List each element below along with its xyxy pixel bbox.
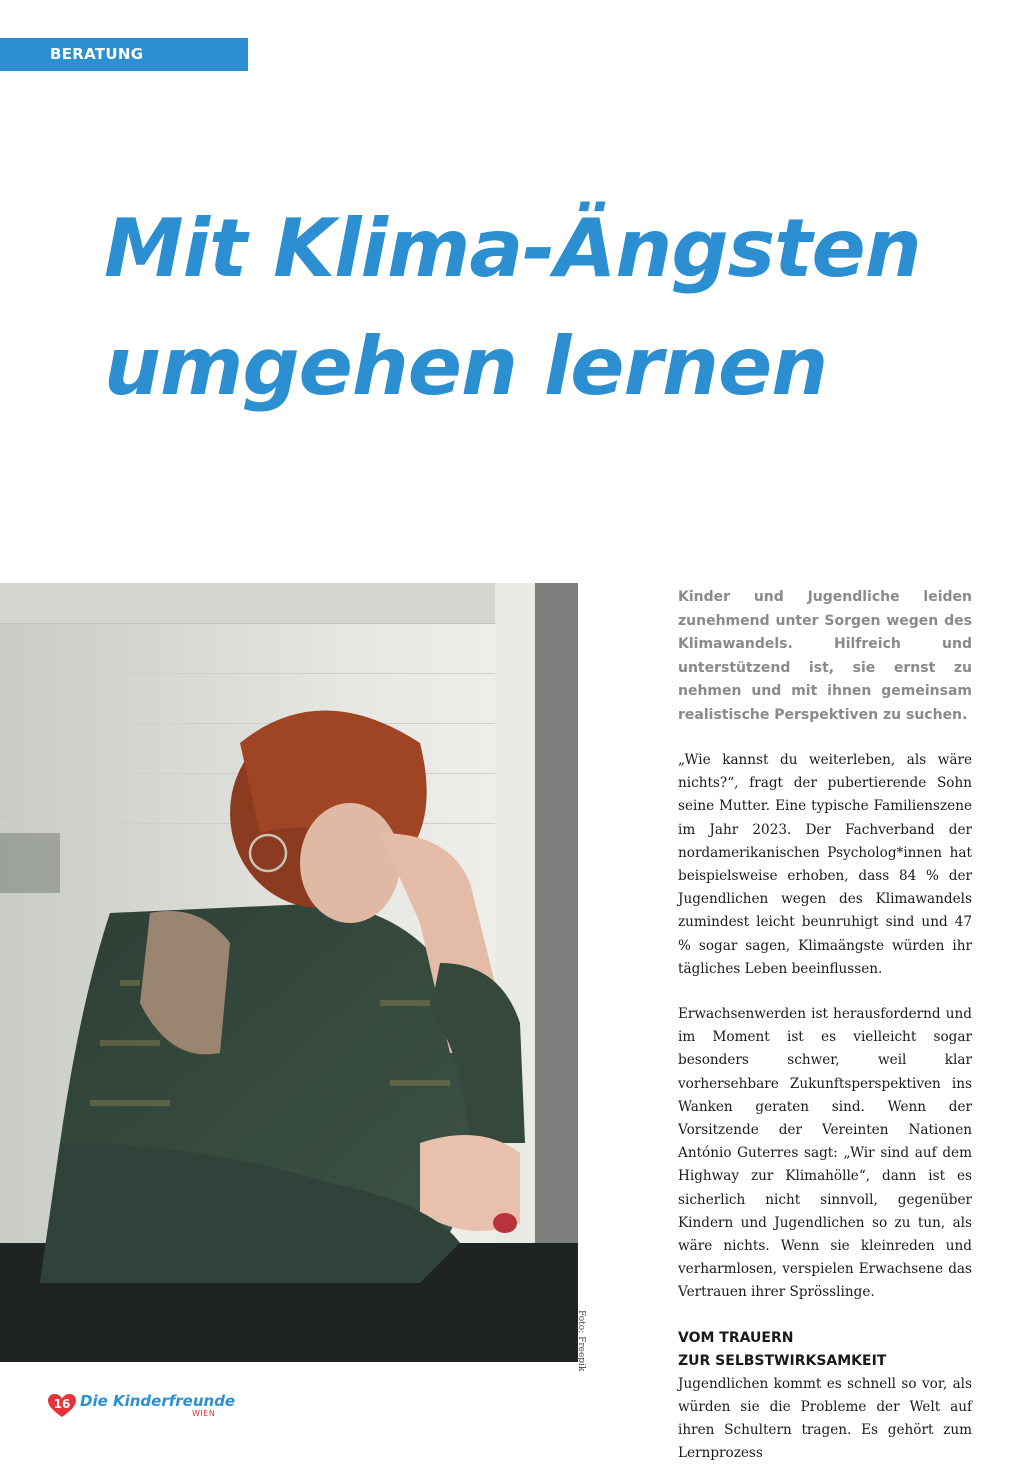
photo-illustration (0, 583, 578, 1362)
headline-line-2: umgehen lernen (104, 320, 828, 413)
paragraph-1: „Wie kannst du weiterleben, als wäre nichts?“, fragt der pubertierende Sohn seine Mutter. Eine typische Familienszene im Jahr 2023. Der Fachverband der nordamerikanischen Psycholog*innen hat beispielsweise erhoben, dass 84 % der Jugendlichen wegen des Klimawandels zumindest leicht beunruhigt sind und 47 % sogar sagen, Klimaängste würden ihr tägliches Leben beeinflussen. (678, 752, 972, 977)
page-footer (48, 1392, 250, 1420)
brand-name: Die Kinderfreunde (80, 1392, 236, 1410)
subheading-line-2: ZUR SELBSTWIRKSAMKEIT (678, 1352, 887, 1369)
article-headline (104, 190, 924, 426)
headline-line-1: Mit Klima-Ängsten (104, 202, 921, 295)
article-body (678, 586, 972, 1465)
subheading (678, 1327, 972, 1373)
heart-icon (48, 1394, 76, 1418)
section-label: BERATUNG (0, 38, 248, 71)
page-number: 16 (53, 1397, 71, 1411)
subheading-line-1: VOM TRAUERN (678, 1329, 794, 1346)
article-lead: Kinder und Jugendliche leiden zunehmend unter Sorgen wegen des Klimawandels. Hilfreich und unterstützend ist, sie ernst zu nehmen und mit ihnen gemeinsam realistische Perspektiven zu suchen. (678, 589, 972, 723)
paragraph-3: Jugendlichen kommt es schnell so vor, als würden sie die Probleme der Welt auf ihren Schultern tragen. Es gehört zum Lernprozess (678, 1375, 972, 1462)
photo-credit: Foto: Freepik (576, 1310, 586, 1372)
brand-city: WIEN (192, 1409, 216, 1418)
brand-logo (80, 1392, 250, 1420)
paragraph-2: Erwachsenwerden ist herausfordernd und im Moment ist es vielleicht sogar besonders schwer, weil klar vorhersehbare Zukunftsperspektiven ins Wanken geraten sind. Wenn der Vorsitzende der Vereinten Nationen António Guterres sagt: „Wir sind auf dem Highway zur Klimahölle“, dann ist es sicherlich nicht sinnvoll, gegenüber Kindern und Jugendlichen so zu tun, als wäre nichts. Wenn sie kleinreden und verharmlosen, verspielen Erwachsene das Vertrauen ihrer Sprösslinge. (678, 1006, 972, 1301)
article-photo (0, 583, 578, 1362)
